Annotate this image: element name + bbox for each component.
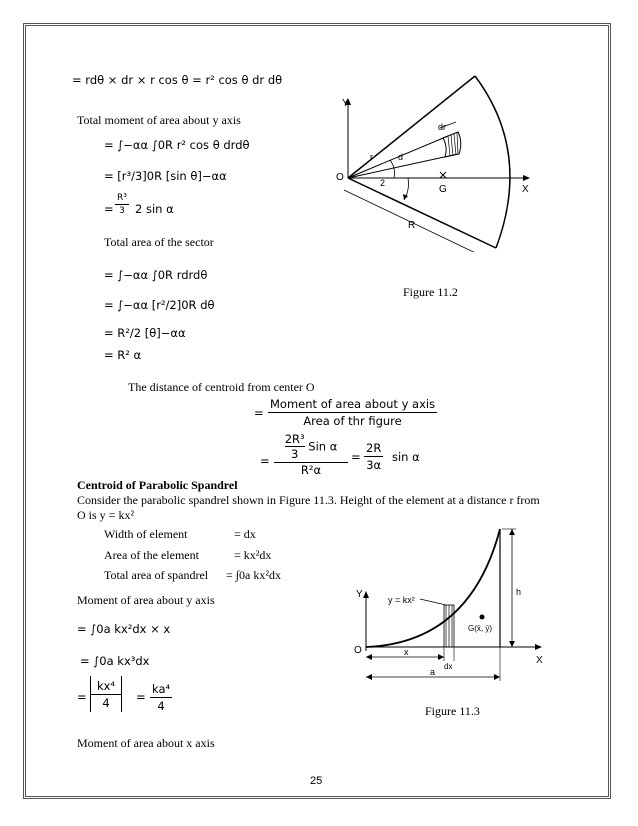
eq-c1-num: Moment of area about y axis [270, 397, 436, 411]
total-area-label: Total area of spandrel [104, 568, 209, 582]
page-number: 25 [310, 775, 323, 787]
area-sector-heading: Total area of the sector [104, 235, 214, 249]
eq-c2-res-den: 3α [366, 458, 382, 472]
moment-x-heading: Moment of area about x axis [77, 736, 215, 750]
x-arrow [535, 644, 542, 650]
fig3-a-label: a [430, 667, 436, 677]
fig3-o-label: O [354, 645, 362, 656]
eq-area-4: = R² α [104, 348, 142, 362]
eq-area-2: = ∫−αα [r²/2]0R dθ [104, 298, 215, 312]
fig2-g-label: G [439, 184, 447, 195]
fig3-y-label: Y [356, 589, 363, 600]
eq-area-3: = R²/2 [θ]−αα [104, 326, 186, 340]
moment-y-heading: Total moment of area about y axis [77, 113, 241, 127]
total-area-value: = ∫0a kx²dx [226, 568, 281, 582]
fig2-o-label: O [336, 172, 344, 183]
eq-s3-right-den: 4 [157, 699, 165, 713]
eq-s3-left-num: kx⁴ [91, 679, 121, 695]
fig3-h-label: h [516, 587, 522, 597]
eq-c2-result-frac [364, 441, 383, 472]
eq-moment-2: = [r³/3]0R [sin θ]−αα [104, 169, 227, 183]
eq-s3-eq2: = [136, 690, 146, 704]
sector-upper-edge [348, 76, 475, 178]
sector-lower-edge [348, 178, 496, 248]
fig2-d-label: d [398, 152, 404, 162]
area-element-value: = kx²dx [234, 548, 272, 562]
fig2-two-label: 2 [380, 178, 386, 188]
eq-c2-den: R²α [300, 463, 322, 477]
eq-top: = rdθ × dr × r cos θ = r² cos θ dr dθ [72, 73, 283, 87]
centroid-dot [480, 615, 485, 620]
fig3-curve-label: y = kx² [388, 595, 415, 605]
eq-c2-sin: Sin α [308, 439, 338, 454]
fig2-big-r-label: R [408, 220, 416, 231]
frac-den: 3 [119, 206, 125, 216]
eq-c1-eq: = [254, 406, 264, 420]
area-element-label: Area of the element [104, 548, 199, 562]
eq-moment-3-eq: = [104, 202, 114, 216]
eq-spandrel-1: = ∫0a kx²dx × x [77, 622, 171, 636]
figure-11-2-sector [300, 72, 532, 252]
eq-c2-res-tail: sin α [392, 450, 420, 464]
eq-c2-frac [274, 432, 348, 477]
y-arrow [363, 591, 369, 598]
figure-11-3-caption: Figure 11.3 [425, 704, 480, 718]
figure-11-2-caption: Figure 11.2 [403, 285, 458, 299]
width-value: = dx [234, 527, 256, 541]
eq-c2-inner-den: 3 [290, 447, 299, 461]
centroid-distance-text: The distance of centroid from center O [128, 380, 315, 394]
fig3-dx-label: dx [444, 662, 453, 671]
fig2-r-label: r [370, 152, 373, 162]
fig3-x-dim-label: x [404, 647, 409, 657]
figure-11-3-spandrel [350, 525, 550, 685]
eq-moment-1: = ∫−αα ∫0R r² cos θ drdθ [104, 138, 250, 152]
frac-num: R³ [117, 193, 127, 203]
fig2-dr-label: dr [438, 122, 447, 132]
x-arrow [523, 175, 530, 181]
width-label: Width of element [104, 527, 188, 541]
spandrel-para-line2: O is y = kx² [77, 508, 135, 522]
eq-s3-left-den: 4 [102, 696, 110, 710]
eq-c1-frac [268, 397, 437, 428]
eq-s3-right-num: ka⁴ [152, 682, 171, 696]
fig3-g-label: G(x̄, ȳ) [468, 624, 492, 633]
fig3-x-label: X [536, 655, 543, 666]
eq-moment-3-rest: 2 sin α [135, 202, 174, 216]
eq-s3-bracket [90, 676, 122, 712]
eq-area-1: = ∫−αα ∫0R rdrdθ [104, 268, 208, 282]
eq-c2-eq2: = [351, 450, 361, 464]
eq-c2-eq: = [260, 454, 270, 468]
eq-c2-inner-num: 2R³ [284, 432, 305, 446]
eq-spandrel-2: = ∫0a kx³dx [80, 654, 150, 668]
fig2-y-label: Y [342, 98, 349, 109]
eq-c1-den: Area of thr figure [303, 414, 402, 428]
spandrel-para-line1: Consider the parabolic spandrel shown in Figure 11.3. Height of the element at a distance r from [77, 493, 540, 507]
eq-s3-eq: = [77, 690, 87, 704]
eq-moment-3-frac [115, 193, 129, 216]
spandrel-heading: Centroid of Parabolic Spandrel [77, 478, 238, 492]
eq-c2-res-num: 2R [366, 441, 382, 455]
eq-s3-right-frac [150, 682, 172, 713]
fig2-x-label: X [522, 184, 529, 195]
sector-arc [475, 76, 510, 248]
moment-y-heading-2: Moment of area about y axis [77, 593, 215, 607]
